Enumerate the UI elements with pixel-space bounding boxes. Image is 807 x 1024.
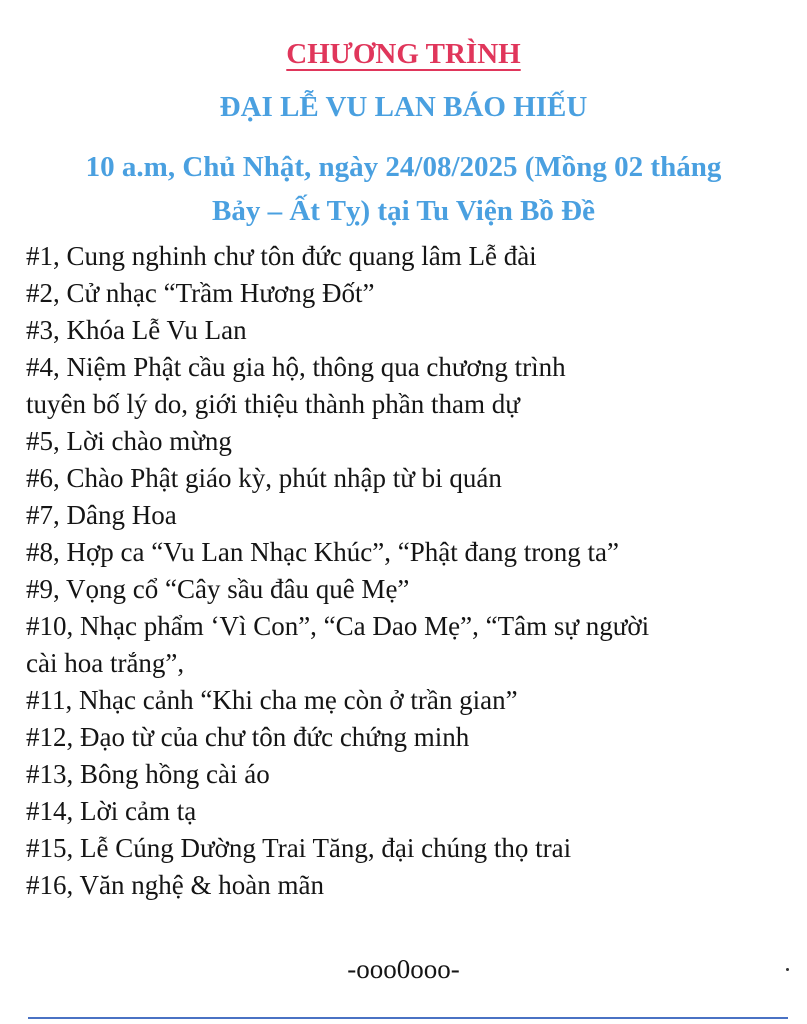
program-line: #6, Chào Phật giáo kỳ, phút nhập từ bi quán <box>26 463 502 493</box>
event-dateline <box>40 145 767 233</box>
dateline-line-1: 10 a.m, Chủ Nhật, ngày 24/08/2025 (Mồng 02 tháng <box>85 151 722 183</box>
dateline-line-2: Bảy – Ất Tỵ) tại Tu Viện Bồ Đề <box>212 195 595 227</box>
program-line: #12, Đạo từ của chư tôn đức chứng minh <box>26 722 470 752</box>
document-title: CHƯƠNG TRÌNH <box>286 38 521 70</box>
program-line: #5, Lời chào mừng <box>26 426 232 456</box>
scan-speck <box>786 968 789 971</box>
program-line: #2, Cử nhạc “Trầm Hương Đốt” <box>26 278 375 308</box>
program-line: tuyên bố lý do, giới thiệu thành phần tham dự <box>26 389 520 419</box>
program-line: #8, Hợp ca “Vu Lan Nhạc Khúc”, “Phật đang trong ta” <box>26 537 619 567</box>
program-line: #13, Bông hồng cài áo <box>26 759 270 789</box>
program-line: #16, Văn nghệ & hoàn mãn <box>26 870 324 900</box>
program-line: #4, Niệm Phật cầu gia hộ, thông qua chương trình <box>26 352 566 382</box>
program-line: #9, Vọng cổ “Cây sầu đâu quê Mẹ” <box>26 574 410 604</box>
document-subtitle: ĐẠI LỄ VU LAN BÁO HIẾU <box>219 91 588 123</box>
program-line: #15, Lễ Cúng Dường Trai Tăng, đại chúng thọ trai <box>26 833 572 863</box>
program-line: #14, Lời cảm tạ <box>26 796 197 826</box>
closing-mark: -ooo0ooo- <box>347 954 460 984</box>
program-line: #1, Cung nghinh chư tôn đức quang lâm Lễ đài <box>26 241 537 271</box>
program-line: #11, Nhạc cảnh “Khi cha mẹ còn ở trần gian” <box>26 685 518 715</box>
bottom-divider <box>28 1017 788 1019</box>
program-line: cài hoa trắng”, <box>26 648 185 678</box>
program-line: #10, Nhạc phẩm ‘Vì Con”, “Ca Dao Mẹ”, “Tâm sự người <box>26 611 650 641</box>
program-line: #3, Khóa Lễ Vu Lan <box>26 315 247 345</box>
program-line: #7, Dâng Hoa <box>26 500 177 530</box>
program-list <box>26 238 796 904</box>
